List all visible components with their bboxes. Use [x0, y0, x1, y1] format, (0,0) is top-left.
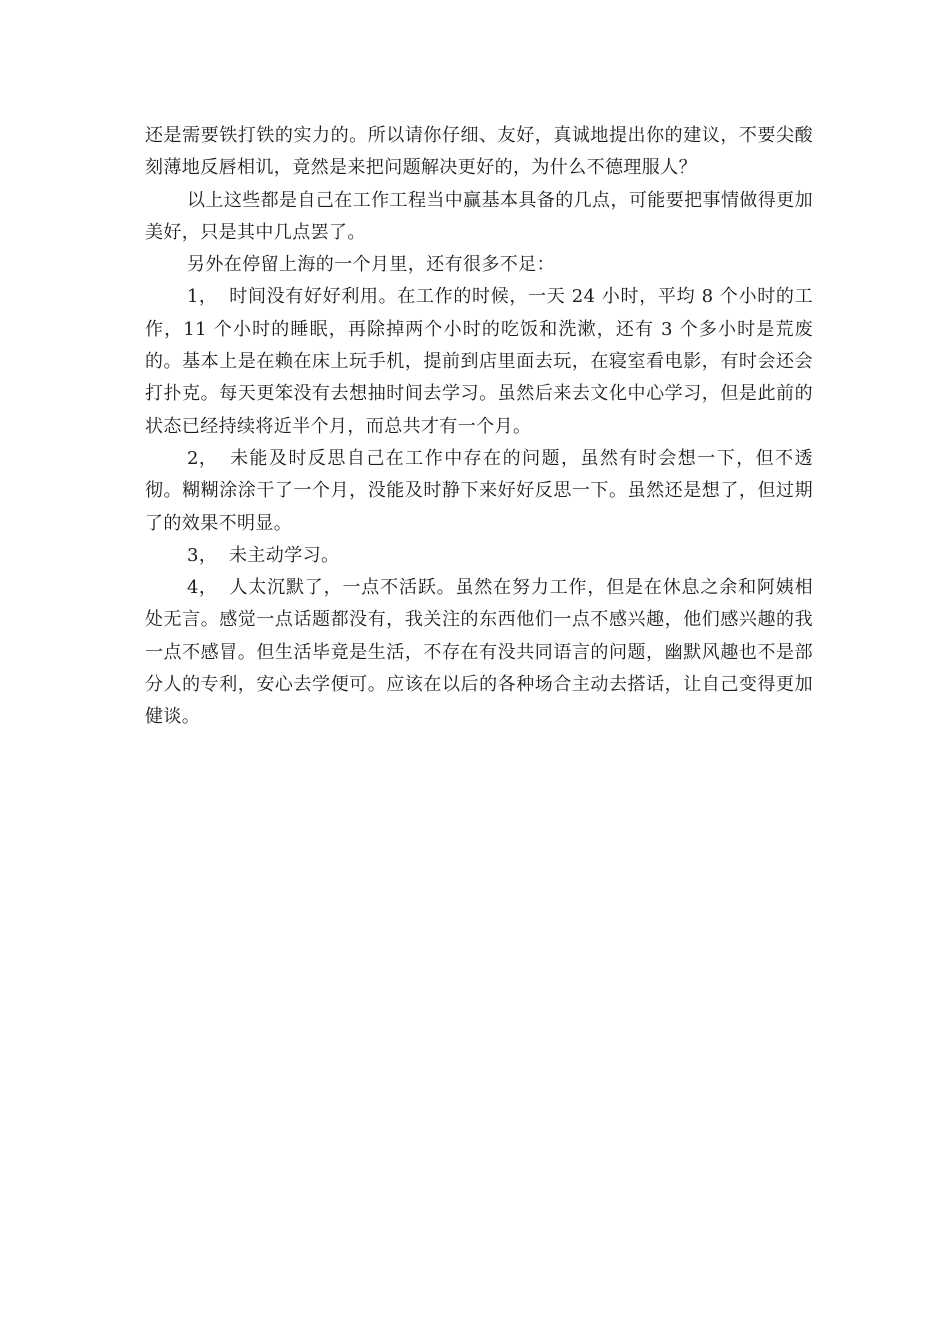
list-number: 4，	[187, 577, 218, 599]
list-item-3	[145, 540, 813, 572]
list-number: 2，	[187, 447, 218, 469]
list-item-1	[145, 281, 813, 442]
paragraph-3: 另外在停留上海的一个月里，还有很多不足：	[187, 254, 555, 276]
document-body	[145, 120, 813, 734]
list-item-text: 时间没有好好利用。在工作的时候，一天 24 小时，平均 8 个小时的工作，11 个小时的睡眠，再除掉两个小时的吃饭和洗漱，还有 3 个多小时是荒废的。基本上是在赖在床上玩手机，提前到店里面去玩，在寝室看电影，有时会还会打扑克。每天更笨没有去想抽时间去学习。虽然后来去文化中心学习，但是此前的状态已经持续将近半个月，而总共才有一个月。	[145, 286, 813, 437]
list-item-text: 人太沉默了，一点不活跃。虽然在努力工作，但是在休息之余和阿姨相处无言。感觉一点话题都没有，我关注的东西他们一点不感兴趣，他们感兴趣的我一点不感冒。但生活毕竟是生活，不存在有没共同语言的问题，幽默风趣也不是部分人的专利，安心去学便可。应该在以后的各种场合主动去搭话，让自己变得更加健谈。	[145, 577, 813, 728]
list-item-2	[145, 443, 813, 540]
paragraph-1: 还是需要铁打铁的实力的。所以请你仔细、友好，真诚地提出你的建议，不要尖酸刻薄地反唇相讥，竟然是来把问题解决更好的，为什么不德理服人？	[145, 125, 813, 179]
list-item-text: 未主动学习。	[229, 544, 340, 566]
list-item-text: 未能及时反思自己在工作中存在的问题，虽然有时会想一下，但不透彻。糊糊涂涂干了一个月，没能及时静下来好好反思一下。虽然还是想了，但过期了的效果不明显。	[145, 447, 813, 534]
list-number: 3，	[187, 544, 218, 566]
paragraph-2: 以上这些都是自己在工作工程当中赢基本具备的几点，可能要把事情做得更加美好，只是其中几点罢了。	[145, 189, 813, 243]
list-number: 1，	[187, 286, 218, 308]
list-item-4	[145, 572, 813, 733]
